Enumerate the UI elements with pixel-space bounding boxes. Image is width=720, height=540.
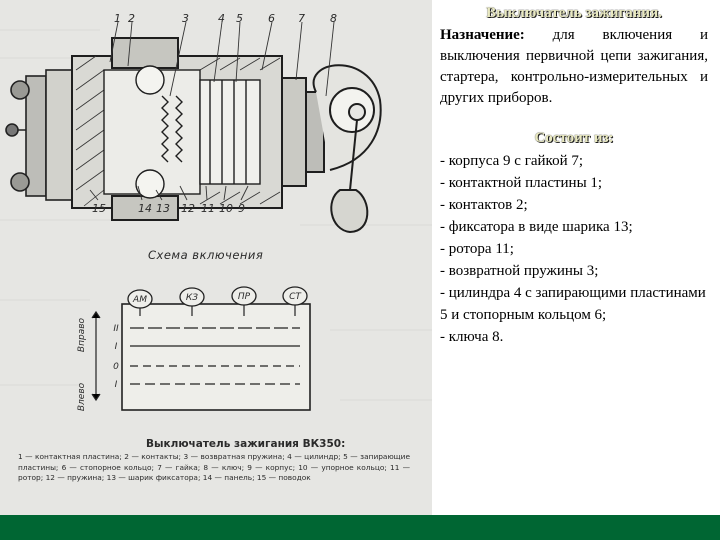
figure-caption: Выключатель зажигания ВК350: bbox=[146, 438, 346, 450]
footer-bar bbox=[0, 515, 720, 540]
fig-bottom-number: 12 bbox=[181, 202, 195, 215]
list-item: - корпуса 9 с гайкой 7; bbox=[440, 153, 584, 169]
terminal-pr-label: ПР bbox=[237, 292, 251, 302]
fig-top-number: 8 bbox=[330, 12, 337, 25]
fig-top-number: 2 bbox=[128, 12, 135, 25]
fig-top-number: 7 bbox=[298, 12, 305, 25]
fig-bottom-number: 9 bbox=[238, 202, 245, 215]
position-label: I bbox=[114, 342, 118, 352]
fig-top-number: 4 bbox=[218, 12, 225, 25]
fig-top-number: 3 bbox=[182, 12, 189, 25]
parts-list bbox=[440, 150, 708, 348]
fig-top-number: 1 bbox=[114, 12, 121, 25]
figure-legend: 1 — контактная пластина; 2 — контакты; 3 — возвратная пружина; 4 — цилиндр; 5 — запирающие пластины; 6 — стопорное кольцо; 7 — гайка; 8 — ключ; 9 — корпус; 10 — упорное кольцо; 11 — ротор; 12 — пружина; 13 — шарик фиксатора; 14 — панель; 15 — поводок bbox=[18, 452, 410, 482]
fig-bottom-number: 11 bbox=[201, 202, 215, 215]
fig-bottom-number: 14 bbox=[138, 202, 152, 215]
fig-top-number: 6 bbox=[268, 12, 275, 25]
purpose-paragraph bbox=[440, 25, 708, 109]
scheme-title: Схема включения bbox=[148, 248, 264, 262]
purpose-label: Назначение: bbox=[440, 27, 525, 43]
list-item: - цилиндра 4 с запирающими пластинами 5 и стопорным кольцом 6; bbox=[440, 285, 706, 323]
fig-bottom-number: 15 bbox=[92, 202, 106, 215]
terminal-st-label: СТ bbox=[289, 292, 301, 302]
list-item: - ротора 11; bbox=[440, 241, 514, 257]
purpose-text: для включения и выключения первичной цепи зажигания, стартера, контрольно-измерительных и других приборов. bbox=[440, 27, 708, 106]
terminal-am-label: АМ bbox=[133, 295, 147, 305]
list-item: - возвратной пружины 3; bbox=[440, 263, 599, 279]
fig-bottom-number: 10 bbox=[219, 202, 233, 215]
list-item: - контактов 2; bbox=[440, 197, 528, 213]
direction-left-label: Влево bbox=[77, 382, 87, 412]
description-column bbox=[440, 4, 708, 348]
list-item: - контактной пластины 1; bbox=[440, 175, 603, 191]
direction-right-label: Вправо bbox=[77, 317, 87, 353]
fig-bottom-number: 13 bbox=[156, 202, 170, 215]
list-item: - фиксатора в виде шарика 13; bbox=[440, 219, 633, 235]
list-item: - ключа 8. bbox=[440, 329, 504, 345]
slide-heading: Выключатель зажигания. bbox=[486, 5, 662, 21]
position-label: II bbox=[113, 324, 119, 334]
consists-title: Состоит из: bbox=[534, 130, 614, 146]
terminal-kz-label: КЗ bbox=[185, 293, 199, 303]
fig-top-number: 5 bbox=[236, 12, 243, 25]
position-label: I bbox=[114, 380, 118, 390]
position-label: 0 bbox=[113, 362, 119, 372]
